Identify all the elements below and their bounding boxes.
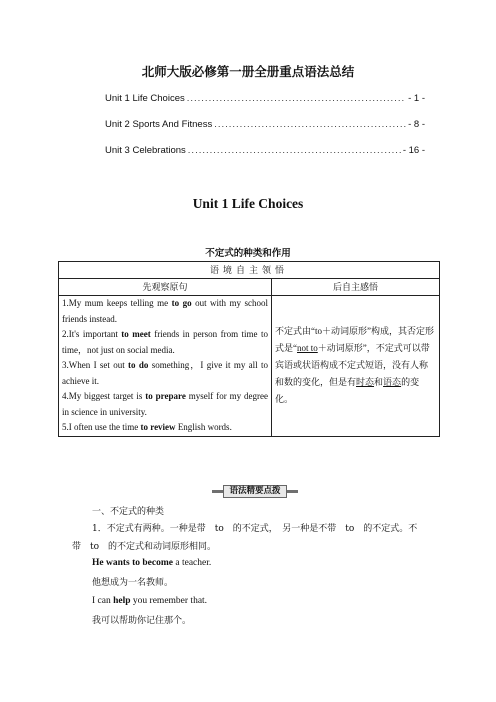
example-english-2: I can help you remember that. — [92, 596, 208, 606]
example-sentence-1: 1.My mum keeps telling me to go out with my school friends instead. — [62, 298, 269, 324]
toc-item-unit1[interactable] — [105, 93, 425, 107]
example-chinese-1: 他想成为一名教师。 — [92, 578, 174, 588]
unit-heading: Unit 1 Life Choices — [192, 196, 304, 211]
table-header: 语境自主领悟 — [59, 262, 440, 279]
grammar-banner — [212, 485, 298, 498]
banner-label: 语法精要点拨 — [223, 485, 286, 498]
toc-page: - 1 - — [408, 93, 425, 104]
document-title: 北师大版必修第一册全册重点语法总结 — [141, 64, 355, 79]
example-sentence-5: 5.I often use the time to review English words. — [62, 422, 232, 432]
toc-label: Unit 3 Celebrations — [105, 145, 186, 156]
example-sentence-3: 3.When I set out to do something，I give it my all to achieve it. — [62, 360, 268, 386]
toc-item-unit3[interactable] — [105, 145, 425, 159]
toc-page: - 8 - — [408, 119, 425, 130]
column-header-right: 后自主感悟 — [272, 279, 440, 296]
toc-page: - 16 - — [402, 145, 425, 156]
toc-label: Unit 1 Life Choices — [105, 93, 185, 104]
rule-summary-cell: 不定式由“to＋动词原形”构成，其否定形式是“not to＋动词原形”，不定式可以带宾语或状语构成不定式短语，没有人称和数的变化，但是有时态和语态的变化。 — [272, 296, 440, 437]
example-english-1: He wants to become a teacher. — [92, 558, 212, 568]
toc-item-unit2[interactable] — [105, 119, 425, 133]
example-sentence-2: 2.It's important to meet friends in person from time to time，not just on social media. — [62, 329, 268, 355]
column-header-left: 先观察原句 — [59, 279, 272, 296]
subsection-heading: 一、不定式的种类 — [92, 507, 165, 517]
paragraph-line-1: 1．不定式有两种。一种是带 to 的不定式， 另一种是不带 to 的不定式。不 — [92, 524, 418, 534]
toc-label: Unit 2 Sports And Fitness — [105, 119, 213, 130]
paragraph-line-2: 带 to 的不定式和动词原形相同。 — [72, 542, 217, 552]
example-sentence-4: 4.My biggest target is to prepare myself for my degree in science in university. — [62, 391, 269, 417]
toc-leader-dots — [214, 119, 406, 130]
example-sentences-cell — [59, 296, 272, 437]
grammar-table — [58, 261, 440, 437]
section-heading: 不定式的种类和作用 — [205, 248, 291, 259]
toc-leader-dots — [188, 145, 401, 156]
toc-leader-dots — [187, 93, 406, 104]
example-chinese-2: 我可以帮助你记住那个。 — [92, 616, 192, 626]
